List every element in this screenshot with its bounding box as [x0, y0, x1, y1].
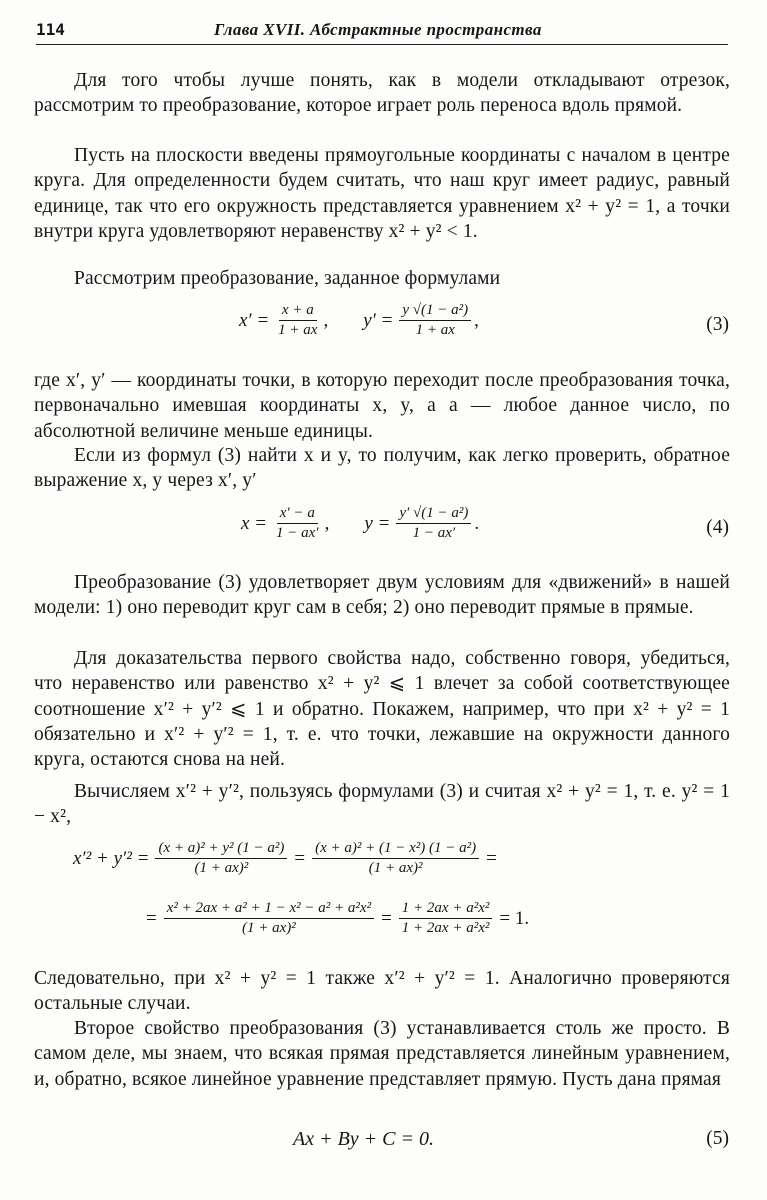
calc1-frac2: [312, 840, 479, 877]
paragraph-9: Следовательно, при x² + y² = 1 также x′² + y′² = 1. Аналогично проверяются остальные случаи.: [34, 968, 730, 1015]
equation-number-5: (5): [706, 1128, 729, 1149]
paragraph-2: Пусть на плоскости введены прямоугольные координаты с началом в центре круга. Для определенности будем считать, что наш круг имеет радиус, равный единице, так что его окружность представляется уравнением x² + y² = 1, а точки внутри круга удовлетворяют неравенству x² + y² < 1.: [34, 145, 730, 242]
calc1-eq1: =: [294, 847, 306, 869]
running-title: Глава XVII. Абстрактные пространства: [214, 20, 542, 39]
calc2-num2: 1 + 2ax + a²x²: [399, 900, 493, 919]
eq3-end: ,: [474, 309, 479, 331]
paragraph-7: Для доказательства первого свойства надо, собственно говоря, убедиться, что неравенство или равенство x² + y² ⩽ 1 влечет за собой соответствующее соотношение x′² + y′² ⩽ 1 и обратно. Покажем, например, что при x² + y² = 1 обязательно и x′² + y′² = 1, т. е. что точки, лежавшие на окружности данного круга, остаются снова на ней.: [34, 648, 730, 771]
calculation-line-1: [70, 840, 501, 877]
calc1-frac1: [155, 840, 287, 877]
paragraph-4: где x′, y′ — координаты точки, в которую переходит после преобразования точка, первоначально имевшая координаты x, y, а a — любое данное число, по абсолютной величине меньше единицы.: [34, 370, 730, 442]
calc1-den1: (1 + ax)²: [194, 860, 249, 876]
paragraph-8: Вычисляем x′² + y′², пользуясь формулами (3) и считая x² + y² = 1, т. е. y² = 1 − x²,: [34, 781, 730, 828]
paragraph-10: Второе свойство преобразования (3) устанавливается столь же просто. В самом деле, мы знаем, что всякая прямая представляется линейным уравнением, и, обратно, всякое линейное уравнение представляет прямую. Пусть дана прямая: [34, 1018, 730, 1090]
eq4-den2: 1 − ax′: [412, 525, 456, 541]
eq4-sep: ,: [324, 512, 330, 534]
equation-number-3: (3): [706, 314, 729, 335]
calc1-eq2: =: [486, 847, 497, 869]
eq3-sep: ,: [323, 309, 329, 331]
calc2-frac1: [164, 900, 374, 937]
calc1-lhs: x′² + y′² =: [73, 847, 150, 869]
eq3-num2: y √(1 − a²): [399, 302, 471, 321]
calc2-num1: x² + 2ax + a² + 1 − x² − a² + a²x²: [164, 900, 374, 919]
paragraph-3: Рассмотрим преобразование, заданное формулами: [74, 268, 501, 289]
eq4-lhs2: y =: [364, 512, 391, 534]
calc1-den2: (1 + ax)²: [368, 860, 423, 876]
eq4-frac1: [273, 505, 322, 542]
calc2-eq2: = 1.: [499, 907, 530, 929]
eq4-frac2: [396, 505, 471, 542]
calc2-den1: (1 + ax)²: [242, 920, 296, 936]
calc2-eq1: =: [381, 907, 392, 929]
calc2-frac2: [399, 900, 493, 937]
paragraph-1: Для того чтобы лучше понять, как в модели откладывают отрезок, рассмотрим то преобразование, которое играет роль переноса вдоль прямой.: [34, 70, 730, 117]
page-header: [36, 20, 728, 45]
eq5-body: Ax + By + C = 0.: [293, 1128, 435, 1150]
eq3-den1: 1 + ax: [278, 322, 318, 338]
eq3-num1: x + a: [279, 302, 317, 321]
equation-4: [238, 505, 479, 542]
eq4-num1: x′ − a: [277, 505, 318, 524]
eq3-den2: 1 + ax: [415, 322, 455, 338]
eq3-frac2: [399, 302, 471, 339]
calc1-num1: (x + a)² + y² (1 − a²): [155, 840, 287, 859]
equation-3: [236, 302, 479, 339]
eq3-frac1: [275, 302, 320, 339]
paragraph-5: Если из формул (3) найти x и y, то получим, как легко проверить, обратное выражение x, y через x′, y′: [34, 445, 730, 492]
calc1-num2: (x + a)² + (1 − x²) (1 − a²): [312, 840, 479, 859]
eq4-den1: 1 − ax′: [276, 525, 319, 541]
eq3-lhs1: x′ =: [239, 309, 270, 331]
eq4-num2: y′ √(1 − a²): [396, 505, 471, 524]
equation-number-4: (4): [706, 517, 729, 538]
page-number: 114: [36, 20, 65, 39]
calc2-den2: 1 + 2ax + a²x²: [401, 920, 490, 936]
equation-5: [290, 1128, 437, 1151]
paragraph-6: Преобразование (3) удовлетворяет двум условиям для «движений» в нашей модели: 1) оно переводит круг сам в себя; 2) оно переводит прямые в прямые.: [34, 572, 730, 619]
eq4-end: .: [474, 512, 480, 534]
eq3-lhs2: y′ =: [363, 309, 394, 331]
calculation-line-2: [142, 900, 533, 937]
calc2-eq0: =: [146, 907, 157, 929]
eq4-lhs1: x =: [241, 512, 268, 534]
